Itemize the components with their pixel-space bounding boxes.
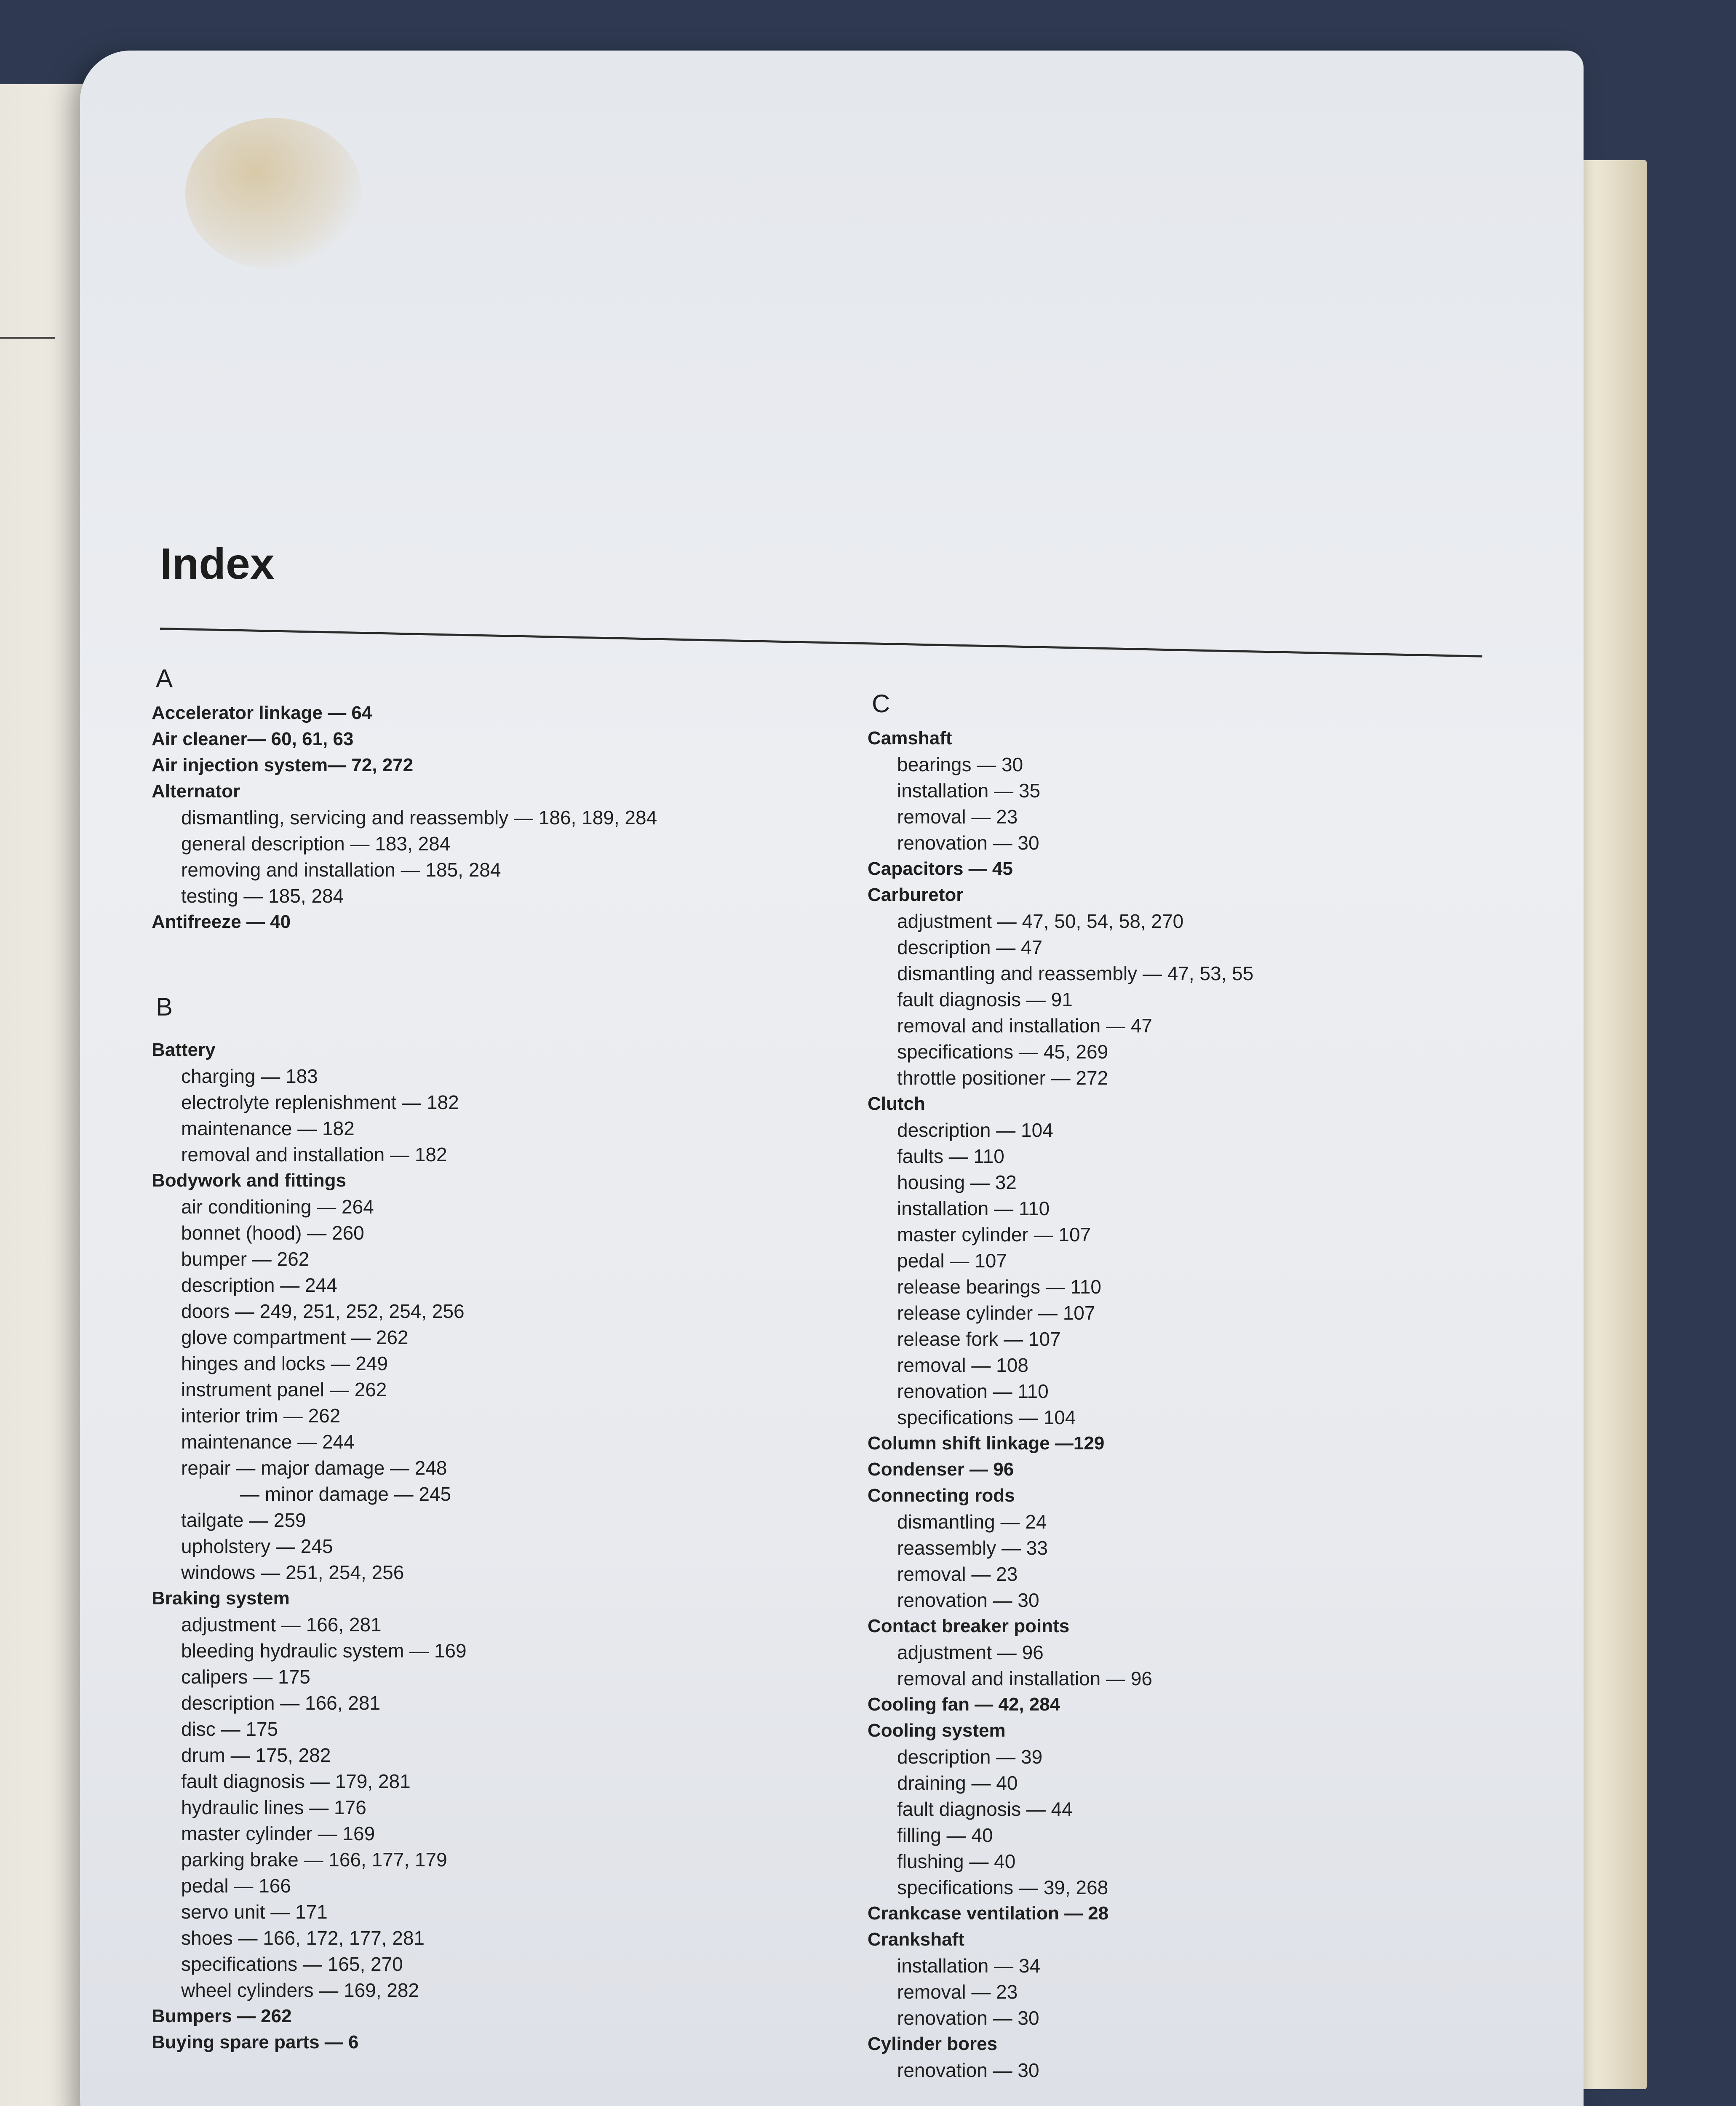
index-subentry: renovation — 110	[897, 1380, 1049, 1402]
index-entry: Braking system	[152, 1588, 290, 1609]
index-entry: Air injection system— 72, 272	[152, 755, 414, 775]
index-entry: Antifreeze — 40	[152, 911, 291, 932]
index-subentry: release bearings — 110	[897, 1276, 1101, 1298]
index-subentry: upholstery — 245	[181, 1535, 333, 1557]
index-subentry: draining — 40	[897, 1772, 1018, 1794]
index-entry: Battery	[152, 1040, 216, 1060]
index-subentry: bleeding hydraulic system — 169	[181, 1640, 467, 1662]
index-subentry: installation — 35	[897, 780, 1041, 802]
page-title: Index	[160, 540, 275, 588]
index-subentry: specifications — 104	[897, 1406, 1076, 1428]
index-subentry: interior trim — 262	[181, 1405, 341, 1427]
index-subentry: removal and installation — 96	[897, 1668, 1152, 1689]
index-subentry: throttle positioner — 272	[897, 1067, 1108, 1089]
index-subentry: flushing — 40	[897, 1850, 1016, 1872]
index-subentry: pedal — 166	[181, 1875, 291, 1897]
index-subentry: fault diagnosis — 179, 281	[181, 1770, 411, 1792]
index-entry: Carburetor	[868, 885, 964, 905]
index-subentry: removal — 23	[897, 1981, 1018, 2003]
index-subentry: specifications — 165, 270	[181, 1953, 403, 1975]
index-entry: Clutch	[868, 1093, 925, 1114]
index-subentry: filling — 40	[897, 1824, 993, 1846]
index-subentry: faults — 110	[897, 1145, 1004, 1167]
index-subentry: hinges and locks — 249	[181, 1352, 388, 1374]
index-subentry: drum — 175, 282	[181, 1744, 331, 1766]
index-subentry: bearings — 30	[897, 754, 1023, 775]
index-entry: Bumpers — 262	[152, 2006, 292, 2026]
index-subentry: adjustment — 96	[897, 1641, 1044, 1663]
index-subentry: shoes — 166, 172, 177, 281	[181, 1927, 425, 1949]
index-subentry: — minor damage — 245	[240, 1483, 451, 1505]
index-subentry: servo unit — 171	[181, 1901, 328, 1923]
index-subentry: renovation — 30	[897, 2059, 1039, 2081]
index-subentry: fault diagnosis — 91	[897, 989, 1073, 1010]
index-subentry: release cylinder — 107	[897, 1302, 1095, 1324]
index-subentry: renovation — 30	[897, 832, 1039, 854]
index-subentry: specifications — 45, 269	[897, 1041, 1108, 1063]
index-entry: Air cleaner— 60, 61, 63	[152, 729, 354, 749]
index-subentry: removing and installation — 185, 284	[181, 859, 501, 881]
index-entry: Cooling system	[868, 1720, 1006, 1741]
index-subentry: removal — 23	[897, 1563, 1018, 1585]
index-subentry: adjustment — 47, 50, 54, 58, 270	[897, 910, 1184, 932]
index-subentry: wheel cylinders — 169, 282	[181, 1979, 419, 2001]
section-letter: C	[872, 690, 890, 718]
index-subentry: windows — 251, 254, 256	[181, 1561, 404, 1583]
index-entry: Camshaft	[868, 728, 952, 748]
index-subentry: pedal — 107	[897, 1250, 1007, 1272]
index-subentry: installation — 34	[897, 1955, 1041, 1977]
index-subentry: reassembly — 33	[897, 1537, 1048, 1559]
index-subentry: removal and installation — 47	[897, 1015, 1152, 1037]
index-entry: Cooling fan — 42, 284	[868, 1694, 1060, 1715]
index-subentry: repair — major damage — 248	[181, 1457, 447, 1479]
index-entry: Crankcase ventilation — 28	[868, 1903, 1109, 1924]
index-subentry: general description — 183, 284	[181, 833, 451, 855]
index-subentry: removal — 23	[897, 806, 1018, 828]
index-subentry: hydraulic lines — 176	[181, 1796, 366, 1818]
index-entry: Column shift linkage —129	[868, 1433, 1105, 1454]
index-subentry: maintenance — 182	[181, 1117, 355, 1139]
facing-page-rule	[0, 337, 55, 339]
index-subentry: dismantling and reassembly — 47, 53, 55	[897, 962, 1254, 984]
index-subentry: dismantling, servicing and reassembly — 186, 189, 284	[181, 807, 657, 829]
index-subentry: release fork — 107	[897, 1328, 1061, 1350]
index-subentry: description — 244	[181, 1274, 337, 1296]
index-subentry: renovation — 30	[897, 1589, 1039, 1611]
index-subentry: disc — 175	[181, 1718, 278, 1740]
index-column-right	[868, 691, 1499, 2083]
index-subentry: testing — 185, 284	[181, 885, 344, 907]
index-subentry: parking brake — 166, 177, 179	[181, 1849, 447, 1871]
index-subentry: renovation — 30	[897, 2007, 1039, 2029]
index-subentry: description — 39	[897, 1746, 1043, 1768]
index-column-left	[152, 665, 868, 2055]
index-subentry: fault diagnosis — 44	[897, 1798, 1073, 1820]
index-subentry: maintenance — 244	[181, 1431, 355, 1453]
index-subentry: description — 47	[897, 936, 1043, 958]
index-subentry: tailgate — 259	[181, 1509, 306, 1531]
index-subentry: glove compartment — 262	[181, 1326, 409, 1348]
index-subentry: bonnet (hood) — 260	[181, 1222, 364, 1244]
index-subentry: electrolyte replenishment — 182	[181, 1091, 459, 1113]
index-entry: Accelerator linkage — 64	[152, 703, 372, 723]
index-subentry: adjustment — 166, 281	[181, 1614, 382, 1636]
index-entry: Contact breaker points	[868, 1616, 1070, 1636]
index-subentry: installation — 110	[897, 1197, 1050, 1219]
index-subentry: instrument panel — 262	[181, 1379, 387, 1400]
index-subentry: specifications — 39, 268	[897, 1876, 1108, 1898]
index-subentry: removal and installation — 182	[181, 1144, 447, 1165]
index-entry: Connecting rods	[868, 1485, 1015, 1506]
index-subentry: removal — 108	[897, 1354, 1028, 1376]
index-entry: Cylinder bores	[868, 2034, 998, 2054]
index-subentry: housing — 32	[897, 1171, 1017, 1193]
index-subentry: charging — 183	[181, 1065, 318, 1087]
index-subentry: air conditioning — 264	[181, 1196, 374, 1218]
index-entry: Alternator	[152, 781, 240, 802]
index-subentry: description — 166, 281	[181, 1692, 381, 1714]
water-stain	[185, 118, 362, 270]
index-subentry: calipers — 175	[181, 1666, 310, 1688]
index-entry: Bodywork and fittings	[152, 1170, 346, 1191]
section-letter: B	[156, 993, 173, 1021]
index-subentry: dismantling — 24	[897, 1511, 1047, 1533]
index-entry: Condenser — 96	[868, 1459, 1014, 1480]
index-subentry: doors — 249, 251, 252, 254, 256	[181, 1300, 465, 1322]
index-entry: Crankshaft	[868, 1929, 964, 1950]
index-entry: Buying spare parts — 6	[152, 2032, 359, 2053]
index-subentry: master cylinder — 107	[897, 1224, 1091, 1245]
index-subentry: master cylinder — 169	[181, 1823, 375, 1844]
index-subentry: description — 104	[897, 1119, 1053, 1141]
index-entry: Capacitors — 45	[868, 858, 1013, 879]
section-letter: A	[156, 664, 173, 692]
index-subentry: bumper — 262	[181, 1248, 310, 1270]
